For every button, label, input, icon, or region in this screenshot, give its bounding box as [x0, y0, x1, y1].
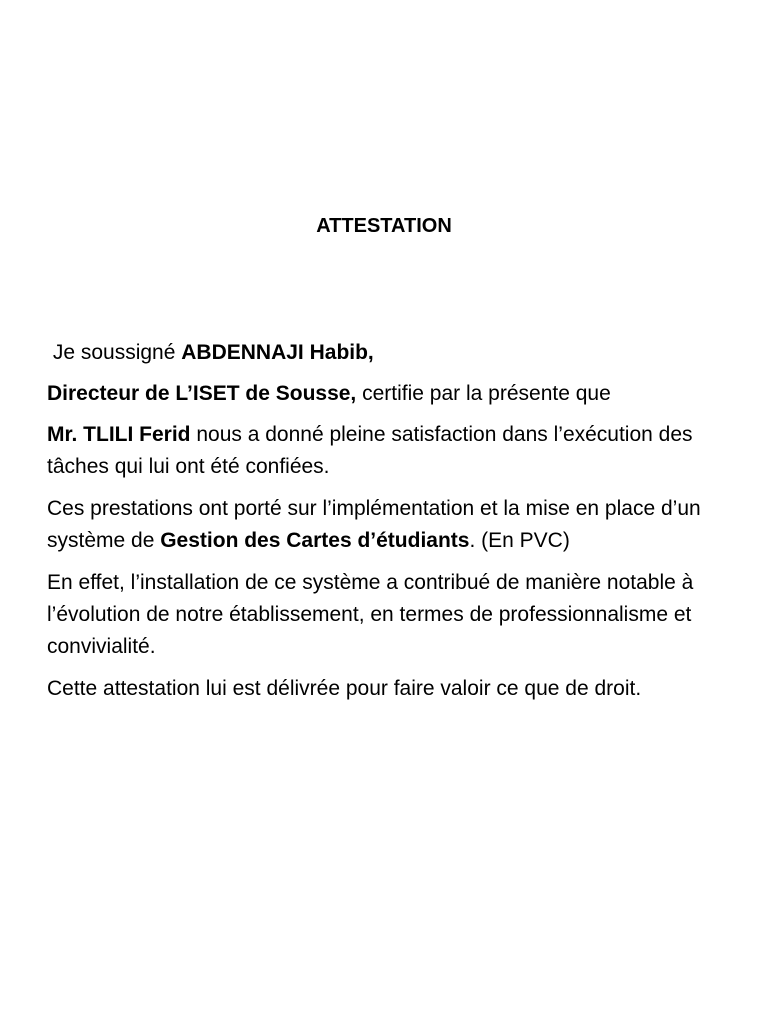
- beneficiary-name: Mr. TLILI Ferid: [47, 423, 191, 446]
- services-rest: . (En PVC): [469, 529, 570, 552]
- signatory-name: ABDENNAJI Habib,: [181, 341, 374, 364]
- signatory-lead: Je soussigné: [47, 341, 182, 364]
- role-rest: certifie par la présente que: [356, 382, 611, 405]
- system-name: Gestion des Cartes d’étudiants: [160, 529, 470, 552]
- signatory-role: Directeur de L’ISET de Sousse,: [47, 382, 357, 405]
- document-body: [47, 337, 737, 715]
- services-lead: Ces prestations ont porté sur l’implémentation et la mise en place d’un système de: [47, 497, 701, 552]
- paragraph-signatory: [47, 337, 737, 369]
- paragraph-effect: En effet, l’installation de ce système a contribué de manière notable à l’évolution de notre établissement, en termes de professionnalisme et convivialité.: [47, 571, 694, 658]
- document-title: ATTESTATION: [316, 215, 452, 237]
- paragraph-services: [47, 493, 737, 557]
- paragraph-role: [47, 378, 737, 410]
- paragraph-beneficiary: [47, 419, 737, 483]
- paragraph-closing: Cette attestation lui est délivrée pour faire valoir ce que de droit.: [47, 677, 642, 700]
- beneficiary-rest: nous a donné pleine satisfaction dans l’exécution des tâches qui lui ont été confiées.: [47, 423, 699, 478]
